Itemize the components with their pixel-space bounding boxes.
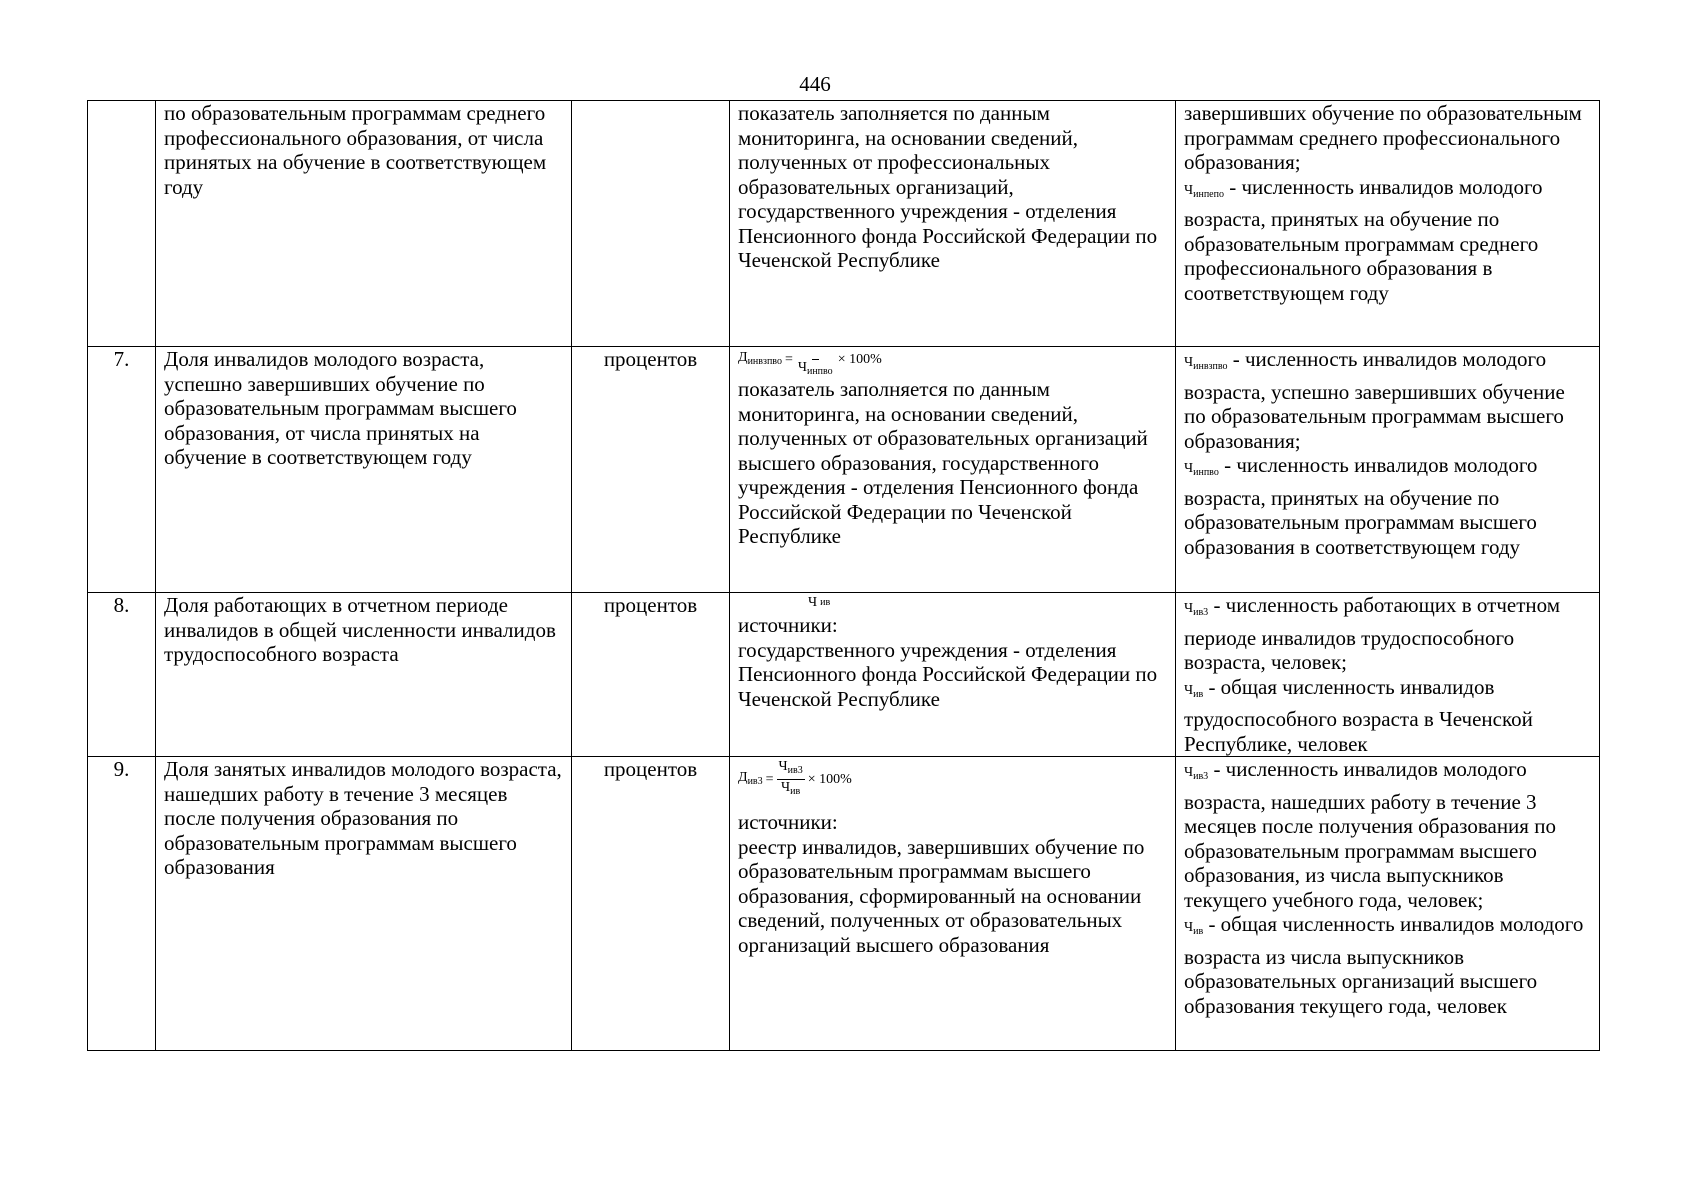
method-cell (730, 101, 1176, 347)
row-number-cell (88, 101, 156, 347)
row-number-cell: 9. (88, 757, 156, 1051)
method-text: реестр инвалидов, завершивших обучение по образовательным программам высшего образования, сформированный на основании сведений, полученных от образовательных организаций высшего образования (738, 834, 1145, 957)
definition-item: $Ч_{инвзпво}$ - численность инвалидов молодого возраста, успешно завершивших обучение по образовательным программам высшего образования; (1184, 347, 1565, 453)
indicator-name-cell: Доля инвалидов молодого возраста, успешно завершивших обучение по образовательным программам высшего образования, от числа принятых на обучение в соответствующем году (156, 347, 572, 593)
formula: $Д_{инвзпво}$ = $Ч_{инпво}$ × 100% (738, 339, 882, 380)
page-number: 446 (799, 72, 831, 96)
definition-item: $Ч_{ив3}$ - численность инвалидов молодого возраста, нашедших работу в течение 3 месяцев после получения образования по образовательным программам высшего образования, из числа выпускников текущего учебного года, человек; (1184, 757, 1556, 912)
table-row (88, 347, 1600, 593)
method-cell (730, 347, 1176, 593)
formula-block (738, 759, 1167, 800)
row-number-cell: 8. (88, 593, 156, 757)
table-row (88, 101, 1600, 347)
definition-item: $Ч_{инпво}$ - численность инвалидов молодого возраста, принятых на обучение по образовательным программам высшего образования в соответствующем году (1184, 453, 1538, 559)
definitions-cell (1176, 757, 1600, 1051)
unit-cell: процентов (572, 757, 730, 1051)
formula-clipped (738, 339, 1167, 377)
method-text: государственного учреждения - отделения Пенсионного фонда Российской Федерации по Чеченской Республике (738, 637, 1158, 711)
table-row (88, 593, 1600, 757)
definitions-cell (1176, 347, 1600, 593)
definition-item: $Ч_{ив}$ - общая численность инвалидов молодого возраста из числа выпускников образовательных организаций высшего образования текущего года, человек (1184, 912, 1584, 1018)
formula-clipped: Ч ив (808, 595, 831, 610)
definition-item: $Ч_{ив3}$ - численность работающих в отчетном периоде инвалидов трудоспособного возраста, человек; (1184, 593, 1561, 674)
formula: $Д_{ив3}$ = $\frac{Ч_{ив3}}{Ч_{ив}}$ × 100% (738, 759, 852, 797)
definition-item: $Ч_{ив}$ - общая численность инвалидов трудоспособного возраста в Чеченской Республике, человек (1184, 674, 1533, 756)
unit-cell: процентов (572, 347, 730, 593)
indicator-name-cell: Доля работающих в отчетном периоде инвалидов в общей численности инвалидов трудоспособного возраста (156, 593, 572, 757)
method-text: показатель заполняется по данным мониторинга, на основании сведений, полученных от образовательных организаций высшего образования, государственного учреждения - отделения Пенсионного фонда Российской Федерации по Чеченской Республике (738, 377, 1148, 548)
method-text: показатель заполняется по данным мониторинга, на основании сведений, полученных от профессиональных образовательных организаций, государственного учреждения - отделения Пенсионного фонда Российской Федерации по Чеченской Республике (738, 101, 1158, 272)
method-cell (730, 757, 1176, 1051)
definition-pre: завершивших обучение по образовательным программам среднего профессионального образования; (1184, 101, 1582, 174)
unit-cell (572, 101, 730, 347)
method-cell (730, 593, 1176, 757)
indicator-name-cell: по образовательным программам среднего профессионального образования, от числа принятых на обучение в соответствующем году (156, 101, 572, 347)
indicator-name-cell: Доля занятых инвалидов молодого возраста, нашедших работу в течение 3 месяцев после получения образования по образовательным программам высшего образования (156, 757, 572, 1051)
indicators-table (87, 100, 1600, 1051)
definitions-cell (1176, 593, 1600, 757)
definitions-cell (1176, 101, 1600, 347)
row-number-cell: 7. (88, 347, 156, 593)
definition-item: $Ч_{инпепо}$ - численность инвалидов молодого возраста, принятых на обучение по образовательным программам среднего профессионального образования в соответствующем году (1184, 174, 1543, 305)
sources-label: источники: (738, 810, 838, 834)
table-row (88, 757, 1600, 1051)
unit-cell: процентов (572, 593, 730, 757)
sources-label: источники: (738, 613, 838, 637)
